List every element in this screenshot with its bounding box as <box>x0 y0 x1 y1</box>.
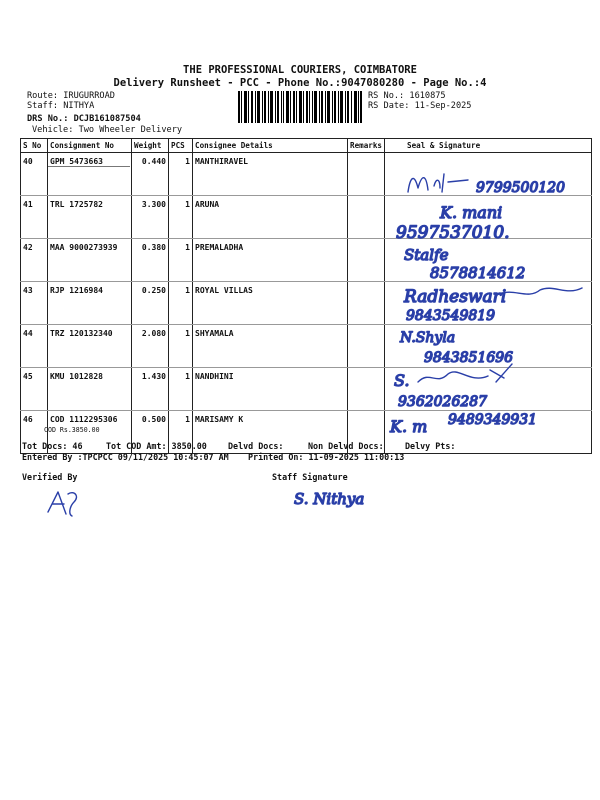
cell-weight: 0.380 <box>132 239 169 282</box>
signature-row-43-name: Radheswari <box>404 287 507 307</box>
signature-row-44-name: N.Shyla <box>400 330 456 346</box>
cell-pcs: 1 <box>169 239 193 282</box>
staff-label: Staff: NITHYA <box>27 101 95 111</box>
cell-sno: 44 <box>21 325 48 368</box>
cell-consignment: GPM 5473663 <box>48 153 132 196</box>
barcode-image <box>238 91 362 123</box>
cell-sno: 42 <box>21 239 48 282</box>
signature-row-41-name: K. mani <box>440 203 503 222</box>
signature-row-46-phone: 9489349931 <box>448 412 538 428</box>
cell-pcs: 1 <box>169 153 193 196</box>
verifier-signature <box>44 486 84 520</box>
signature-row-40: 9799500120 <box>476 180 566 196</box>
cod-amount-note: COD Rs.3850.00 <box>44 426 100 434</box>
cell-consignment: KMU 1012828 <box>48 368 132 411</box>
printed-on: Printed On: 11-09-2025 11:00:13 <box>248 452 405 462</box>
table-header-row <box>21 139 592 153</box>
cell-weight: 3.300 <box>132 196 169 239</box>
drs-label: DRS No.: DCJB161087504 <box>27 114 141 124</box>
entered-by: Entered By :TPCPCC 09/11/2025 10:45:07 AM <box>22 452 229 462</box>
signature-row-45-phone: 9362026287 <box>398 394 488 410</box>
delivered-docs: Delvd Docs: <box>228 441 284 451</box>
route-label: Route: IRUGURROAD <box>27 91 115 101</box>
cell-sno: 41 <box>21 196 48 239</box>
cell-weight: 0.500 <box>132 411 169 454</box>
underline-mark <box>48 166 130 167</box>
staff-signature-image <box>292 484 412 514</box>
cell-consignment: RJP 1216984 <box>48 282 132 325</box>
cell-consignee: ARUNA <box>193 196 348 239</box>
signature-row-44-phone: 9843851696 <box>424 350 514 366</box>
cell-weight: 2.080 <box>132 325 169 368</box>
cell-consignee: NANDHINI <box>193 368 348 411</box>
cell-pcs: 1 <box>169 368 193 411</box>
verified-by-label: Verified By <box>22 472 78 482</box>
staff-signature-label: Staff Signature <box>272 472 348 482</box>
cell-consignment: MAA 9000273939 <box>48 239 132 282</box>
col-header-pcs: PCS <box>169 139 193 153</box>
handwritten-signatures <box>378 160 600 450</box>
cell-pcs: 1 <box>169 411 193 454</box>
cell-pcs: 1 <box>169 325 193 368</box>
rs-no: RS No.: 1610875 <box>368 91 446 101</box>
signature-row-46-name: K. m <box>390 417 428 436</box>
company-title: THE PROFESSIONAL COURIERS, COIMBATORE <box>183 64 417 76</box>
staff-signature-text: S. Nithya <box>294 490 365 508</box>
cell-consignee: ROYAL VILLAS <box>193 282 348 325</box>
total-docs: Tot Docs: 46 <box>22 441 83 451</box>
cell-weight: 0.440 <box>132 153 169 196</box>
cell-consignee: SHYAMALA <box>193 325 348 368</box>
cell-sno: 45 <box>21 368 48 411</box>
cell-pcs: 1 <box>169 196 193 239</box>
delivery-points: Delvy Pts: <box>405 441 456 451</box>
cell-sno: 43 <box>21 282 48 325</box>
runsheet-subtitle: Delivery Runsheet - PCC - Phone No.:9047080280 - Page No.:4 <box>113 77 487 89</box>
cell-consignment: TRZ 120132340 <box>48 325 132 368</box>
signature-row-41-phone: 9597537010. <box>396 223 510 243</box>
cell-weight: 0.250 <box>132 282 169 325</box>
cell-sno: 40 <box>21 153 48 196</box>
rs-date: RS Date: 11-Sep-2025 <box>368 101 472 111</box>
vehicle-label: Vehicle: Two Wheeler Delivery <box>32 125 183 135</box>
col-header-weight: Weight <box>132 139 169 153</box>
non-delivered-docs: Non Delvd Docs: <box>308 441 384 451</box>
cell-consignee: MARISAMY K <box>193 411 348 454</box>
col-header-consignee: Consignee Details <box>193 139 348 153</box>
cell-pcs: 1 <box>169 282 193 325</box>
cell-consignment: TRL 1725782 <box>48 196 132 239</box>
signature-row-42-name: Stalfe <box>404 246 449 264</box>
col-header-consignment: Consignment No <box>48 139 132 153</box>
cell-sno: 46 <box>21 411 48 454</box>
signature-row-42-phone: 8578814612 <box>430 264 526 282</box>
cell-consignee: MANTHIRAVEL <box>193 153 348 196</box>
cell-consignee: PREMALADHA <box>193 239 348 282</box>
total-cod-amount: Tot COD Amt: 3850.00 <box>106 441 207 451</box>
col-header-remarks: Remarks <box>348 139 385 153</box>
signature-row-43-phone: 9843549819 <box>406 308 496 324</box>
col-header-signature: Seal & Signature <box>385 139 592 153</box>
cell-consignment: COD 1112295306 <box>48 411 132 454</box>
col-header-sno: S No <box>21 139 48 153</box>
cell-weight: 1.430 <box>132 368 169 411</box>
signature-row-45-name: S. <box>394 371 410 390</box>
